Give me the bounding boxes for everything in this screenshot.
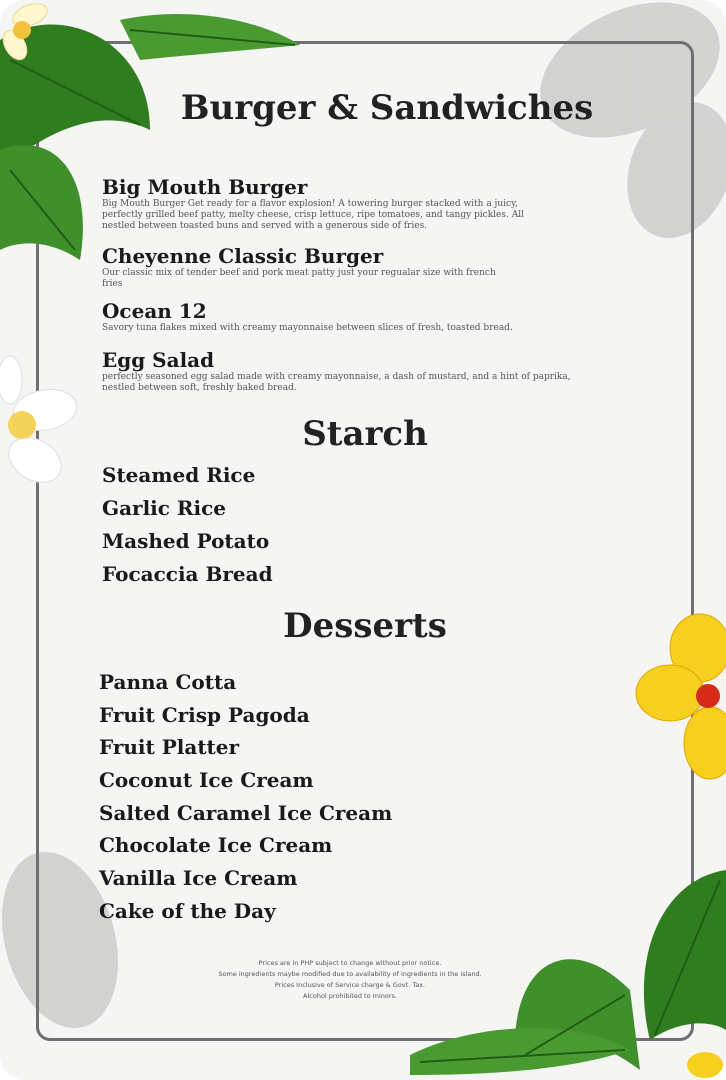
- item-name: Big Mouth Burger: [102, 175, 308, 199]
- item-name: Egg Salad: [102, 348, 215, 372]
- footnote-line: Prices are in PHP subject to change without prior notice.: [258, 959, 442, 967]
- list-item: Panna Cotta: [99, 670, 237, 694]
- list-item: Mashed Potato: [102, 529, 270, 553]
- item-description: Savory tuna flakes mixed with creamy mayonnaise between slices of fresh, toasted bread.: [102, 323, 513, 333]
- list-item: Vanilla Ice Cream: [99, 866, 298, 891]
- starch-list: [102, 459, 273, 591]
- list-item: Fruit Platter: [99, 735, 240, 760]
- menu-item: [102, 244, 582, 290]
- item-description: Big Mouth Burger Get ready for a flavor explosion! A towering burger stacked with a juicy, perfectly grilled beef patty, melty cheese, crisp lettuce, ripe tomatoes, and tangy pickles. All nestled between toasted buns and served with a generous side of fries.: [102, 199, 524, 231]
- item-description: perfectly seasoned egg salad made with creamy mayonnaise, a dash of mustard, and a hint of paprika, nestled between soft, freshly baked bread.: [102, 372, 571, 393]
- plumeria-flower-top-left: [0, 0, 80, 80]
- item-name: Cheyenne Classic Burger: [102, 244, 384, 268]
- list-item: Fruit Crisp Pagoda: [99, 702, 310, 727]
- footnote-line: Some ingredients maybe modified due to availability of ingredients in the island.: [218, 970, 482, 978]
- list-item: Salted Caramel Ice Cream: [99, 800, 393, 825]
- section-title-desserts: Desserts: [283, 606, 447, 646]
- footnote-line: Alcohol prohibited to minors.: [303, 992, 397, 1000]
- footnote: [150, 958, 550, 1002]
- section-title-starch: Starch: [302, 414, 428, 454]
- desserts-list: [99, 666, 392, 928]
- menu-item: [102, 299, 582, 334]
- list-item: Steamed Rice: [102, 463, 256, 487]
- list-item: Coconut Ice Cream: [99, 768, 314, 793]
- list-item: Chocolate Ice Cream: [99, 833, 333, 858]
- menu-item: [102, 175, 582, 232]
- item-description: Our classic mix of tender beef and pork meat patty just your regualar size with french fries: [102, 268, 496, 289]
- list-item: Cake of the Day: [99, 898, 276, 923]
- item-name: Ocean 12: [102, 299, 207, 323]
- footnote-line: Prices Inclusive of Service charge & Govt. Tax.: [274, 981, 426, 989]
- menu-item: [102, 348, 582, 394]
- section-title-burgers: Burger & Sandwiches: [180, 88, 594, 128]
- list-item: Garlic Rice: [102, 496, 227, 520]
- list-item: Focaccia Bread: [102, 562, 273, 586]
